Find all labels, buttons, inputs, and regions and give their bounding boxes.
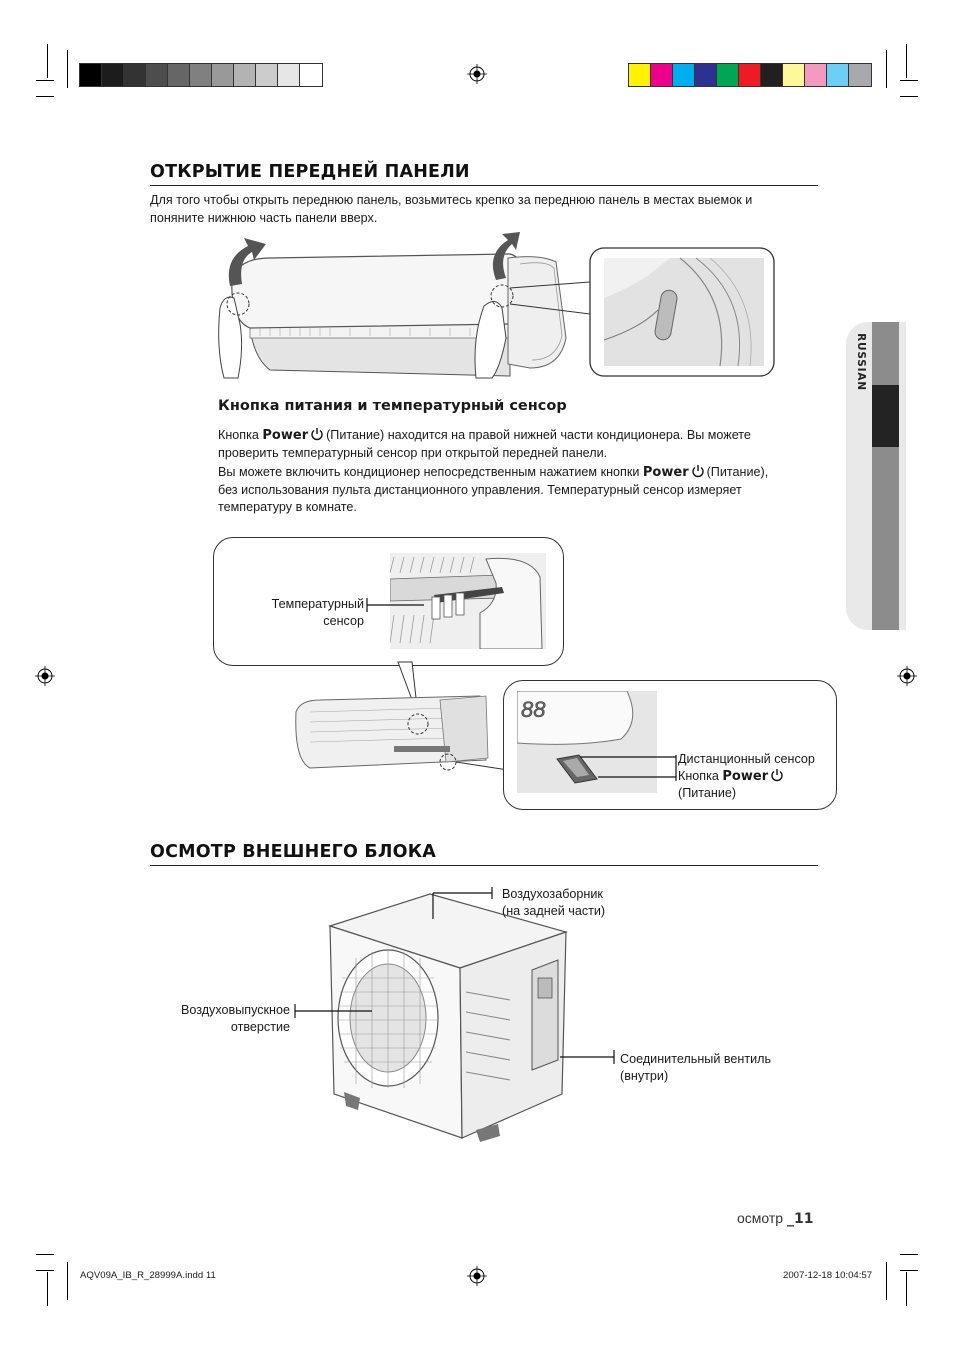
section-title-open-panel: ОТКРЫТИЕ ПЕРЕДНЕЙ ПАНЕЛИ	[150, 162, 470, 182]
gray-swatch	[233, 63, 257, 87]
gray-swatch	[79, 63, 103, 87]
air-intake-label: Воздухозаборник (на задней части)	[502, 887, 606, 918]
open-panel-illustration	[210, 228, 780, 380]
registration-mark-icon	[467, 1266, 487, 1286]
power-button-label: Кнопка Power (Питание)	[678, 768, 786, 802]
registration-mark-icon	[35, 666, 55, 686]
gray-swatch	[167, 63, 191, 87]
section-rule	[150, 185, 818, 186]
print-datetime: 2007-12-18 10:04:57	[783, 1270, 873, 1281]
section-title-outdoor-unit: ОСМОТР ВНЕШНЕГО БЛОКА	[150, 842, 436, 862]
registration-mark-icon	[467, 64, 487, 84]
color-swatch	[826, 63, 850, 87]
indoor-unit-illustration	[290, 660, 520, 780]
display-digits: 88	[521, 697, 546, 722]
remote-sensor-label: Дистанционный сенсор	[678, 752, 815, 766]
color-swatch	[694, 63, 718, 87]
color-swatch	[738, 63, 762, 87]
air-intake-leader	[430, 885, 502, 921]
language-tab-label: RUSSIAN	[855, 333, 867, 391]
air-outlet-label: Воздуховыпускное отверстие	[180, 1003, 290, 1034]
power-button-paragraph-1: Кнопка Power (Питание) находится на правой нижней части кондиционера. Вы можете проверить температурный сенсор при открытой передней панели.	[218, 428, 751, 460]
gray-swatch	[299, 63, 323, 87]
color-swatch	[672, 63, 696, 87]
gray-swatch	[277, 63, 301, 87]
power-icon	[310, 427, 324, 441]
registration-mark-icon	[897, 666, 917, 686]
color-swatch	[804, 63, 828, 87]
power-button-paragraph-2: Вы можете включить кондиционер непосредственным нажатием кнопки Power (Питание), без использования пульта дистанционного управления. Температурный сенсор измеряет температуру в комнате.	[218, 465, 769, 514]
valve-leader	[560, 1050, 616, 1064]
color-swatch	[716, 63, 740, 87]
power-button-leaders	[580, 755, 680, 781]
gray-swatch	[189, 63, 213, 87]
section-rule	[150, 865, 818, 866]
indd-filename: AQV09A_IB_R_28999A.indd 11	[80, 1270, 216, 1281]
page-number: осмотр _11	[737, 1210, 814, 1227]
air-outlet-leader	[294, 1004, 374, 1018]
power-icon	[691, 464, 705, 478]
gray-swatch	[145, 63, 169, 87]
gray-swatch	[255, 63, 279, 87]
gray-swatch	[101, 63, 125, 87]
valve-label: Соединительный вентиль (внутри)	[620, 1052, 772, 1083]
temp-sensor-leader	[366, 598, 426, 612]
color-swatch	[760, 63, 784, 87]
color-swatch	[628, 63, 652, 87]
color-swatch	[848, 63, 872, 87]
gray-swatch	[123, 63, 147, 87]
gray-swatch	[211, 63, 235, 87]
power-icon	[770, 768, 784, 782]
color-swatch	[782, 63, 806, 87]
subsection-title: Кнопка питания и температурный сенсор	[218, 398, 567, 414]
color-swatch	[650, 63, 674, 87]
intro-text: Для того чтобы открыть переднюю панель, возьмитесь крепко за переднюю панель в местах выемок и поняните нижнюю часть панели вверх.	[150, 193, 753, 225]
temp-sensor-label: Температурный сенсор	[271, 597, 364, 628]
